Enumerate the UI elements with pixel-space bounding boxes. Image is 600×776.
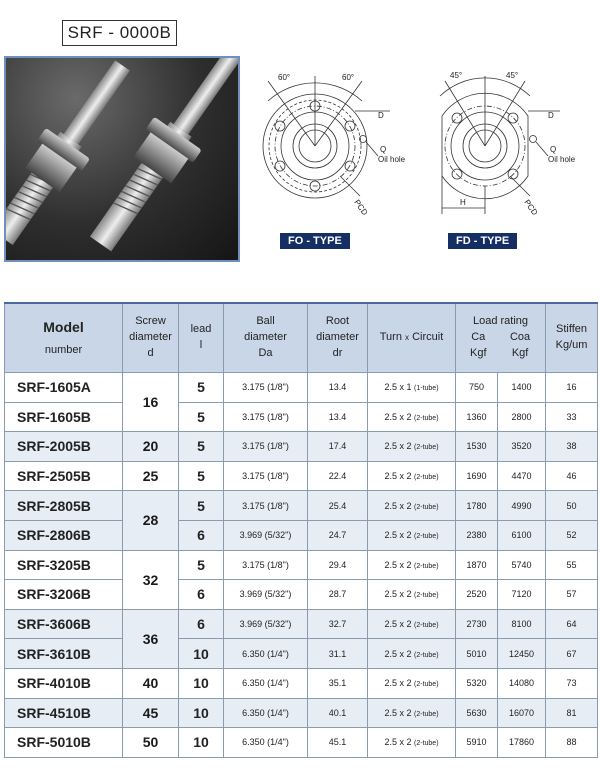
cell-lead: 5 [179, 491, 224, 521]
col-root: Root diameter dr [308, 303, 368, 373]
cell-ball-diameter: 3.175 (1/8") [224, 461, 308, 491]
spec-table [4, 302, 598, 758]
fd-h-label: H [460, 198, 466, 207]
cell-model: SRF-2806B [5, 520, 123, 550]
cell-turn-circuit: 2.5 x 2 (2-tube) [368, 609, 456, 639]
cell-ball-diameter: 6.350 (1/4") [224, 728, 308, 758]
cell-coa: 7120 [498, 580, 546, 610]
cell-lead: 5 [179, 461, 224, 491]
cell-root-diameter: 13.4 [308, 373, 368, 403]
cell-ball-diameter: 3.175 (1/8") [224, 491, 308, 521]
cell-ca: 5320 [456, 668, 498, 698]
cell-coa: 16070 [498, 698, 546, 728]
cell-turn-circuit: 2.5 x 2 (2-tube) [368, 639, 456, 669]
cell-screw-diameter: 25 [123, 461, 179, 491]
cell-ca: 2730 [456, 609, 498, 639]
cell-stiffen: 38 [546, 432, 598, 462]
table-row [5, 668, 598, 698]
cell-screw-diameter: 36 [123, 609, 179, 668]
cell-stiffen: 57 [546, 580, 598, 610]
cell-root-diameter: 35.1 [308, 668, 368, 698]
cell-ball-diameter: 3.969 (5/32") [224, 520, 308, 550]
cell-ball-diameter: 3.969 (5/32") [224, 580, 308, 610]
cell-coa: 8100 [498, 609, 546, 639]
cell-ca: 1360 [456, 402, 498, 432]
cell-stiffen: 88 [546, 728, 598, 758]
cell-model: SRF-3606B [5, 609, 123, 639]
col-lead: lead l [179, 303, 224, 373]
cell-turn-circuit: 2.5 x 2 (2-tube) [368, 668, 456, 698]
cell-stiffen: 33 [546, 402, 598, 432]
cell-screw-diameter: 28 [123, 491, 179, 550]
cell-root-diameter: 40.1 [308, 698, 368, 728]
cell-ca: 5910 [456, 728, 498, 758]
cell-screw-diameter: 45 [123, 698, 179, 728]
cell-turn-circuit: 2.5 x 2 (2-tube) [368, 432, 456, 462]
cell-turn-circuit: 2.5 x 2 (2-tube) [368, 491, 456, 521]
cell-lead: 6 [179, 580, 224, 610]
cell-root-diameter: 32.7 [308, 609, 368, 639]
ball-screw-photo [4, 56, 240, 262]
col-turn: Turn x Circuit [368, 303, 456, 373]
cell-root-diameter: 25.4 [308, 491, 368, 521]
cell-turn-circuit: 2.5 x 2 (2-tube) [368, 402, 456, 432]
ball-screw-illustration [6, 58, 238, 260]
cell-ca: 2520 [456, 580, 498, 610]
cell-model: SRF-2505B [5, 461, 123, 491]
cell-lead: 5 [179, 432, 224, 462]
cell-lead: 10 [179, 698, 224, 728]
cell-stiffen: 46 [546, 461, 598, 491]
fo-oil-hole-label: Oil hole [378, 155, 406, 164]
cell-model: SRF-1605A [5, 373, 123, 403]
table-row [5, 461, 598, 491]
cell-stiffen: 50 [546, 491, 598, 521]
cell-coa: 4990 [498, 491, 546, 521]
table-row [5, 698, 598, 728]
fd-oil-hole-label: Oil hole [548, 155, 576, 164]
table-row [5, 402, 598, 432]
cell-ball-diameter: 3.175 (1/8") [224, 402, 308, 432]
cell-turn-circuit: 2.5 x 2 (2-tube) [368, 550, 456, 580]
cell-model: SRF-3610B [5, 639, 123, 669]
table-row [5, 520, 598, 550]
table-row [5, 550, 598, 580]
col-screw: Screw diameter d [123, 303, 179, 373]
cell-coa: 6100 [498, 520, 546, 550]
cell-turn-circuit: 2.5 x 2 (2-tube) [368, 520, 456, 550]
cell-root-diameter: 24.7 [308, 520, 368, 550]
cell-coa: 4470 [498, 461, 546, 491]
cell-coa: 14080 [498, 668, 546, 698]
fd-angle-right: 45° [506, 71, 519, 80]
cell-ball-diameter: 3.175 (1/8") [224, 432, 308, 462]
cell-screw-diameter: 50 [123, 728, 179, 758]
cell-ca: 2380 [456, 520, 498, 550]
table-row [5, 639, 598, 669]
cell-root-diameter: 13.4 [308, 402, 368, 432]
table-row [5, 373, 598, 403]
table-row [5, 580, 598, 610]
cell-model: SRF-3206B [5, 580, 123, 610]
cell-model: SRF-4510B [5, 698, 123, 728]
fd-angle-left: 45° [450, 71, 463, 80]
cell-stiffen: 81 [546, 698, 598, 728]
fo-type-diagram [250, 56, 420, 236]
cell-coa: 3520 [498, 432, 546, 462]
col-load: Load rating Ca Coa Kgf Kgf [456, 303, 546, 373]
cell-ca: 1870 [456, 550, 498, 580]
cell-turn-circuit: 2.5 x 2 (2-tube) [368, 461, 456, 491]
cell-screw-diameter: 16 [123, 373, 179, 432]
cell-turn-circuit: 2.5 x 2 (2-tube) [368, 728, 456, 758]
cell-ca: 750 [456, 373, 498, 403]
cell-turn-circuit: 2.5 x 2 (2-tube) [368, 580, 456, 610]
cell-lead: 6 [179, 609, 224, 639]
col-model: Model number [5, 303, 123, 373]
cell-turn-circuit: 2.5 x 2 (2-tube) [368, 698, 456, 728]
cell-stiffen: 64 [546, 609, 598, 639]
fo-d-label: D [378, 111, 384, 120]
fo-q-label: Q [380, 145, 387, 154]
cell-root-diameter: 31.1 [308, 639, 368, 669]
cell-lead: 6 [179, 520, 224, 550]
cell-ball-diameter: 3.175 (1/8") [224, 550, 308, 580]
cell-screw-diameter: 32 [123, 550, 179, 609]
cell-coa: 2800 [498, 402, 546, 432]
fo-angle-left: 60° [278, 73, 291, 82]
cell-root-diameter: 17.4 [308, 432, 368, 462]
cell-root-diameter: 22.4 [308, 461, 368, 491]
cell-lead: 10 [179, 639, 224, 669]
cell-stiffen: 16 [546, 373, 598, 403]
cell-lead: 5 [179, 373, 224, 403]
cell-ball-diameter: 3.969 (5/32") [224, 609, 308, 639]
table-header-row [5, 303, 598, 373]
cell-ball-diameter: 6.350 (1/4") [224, 698, 308, 728]
fd-d-label: D [548, 111, 554, 120]
cell-root-diameter: 45.1 [308, 728, 368, 758]
cell-coa: 1400 [498, 373, 546, 403]
cell-stiffen: 73 [546, 668, 598, 698]
cell-stiffen: 52 [546, 520, 598, 550]
table-row [5, 432, 598, 462]
fd-type-diagram [420, 56, 590, 236]
cell-stiffen: 55 [546, 550, 598, 580]
table-row [5, 491, 598, 521]
fd-pcd-label: PCD [522, 197, 540, 217]
page-title: SRF - 0000B [62, 20, 177, 46]
col-stiffen: Stiffen Kg/um [546, 303, 598, 373]
col-ball: Ball diameter Da [224, 303, 308, 373]
cell-lead: 10 [179, 668, 224, 698]
cell-ca: 1690 [456, 461, 498, 491]
fd-q-label: Q [550, 145, 557, 154]
cell-coa: 5740 [498, 550, 546, 580]
cell-model: SRF-4010B [5, 668, 123, 698]
cell-ball-diameter: 6.350 (1/4") [224, 668, 308, 698]
fo-pcd-label: PCD [352, 197, 370, 217]
cell-lead: 10 [179, 728, 224, 758]
cell-model: SRF-2805B [5, 491, 123, 521]
cell-turn-circuit: 2.5 x 1 (1-tube) [368, 373, 456, 403]
cell-coa: 17860 [498, 728, 546, 758]
cell-model: SRF-3205B [5, 550, 123, 580]
cell-model: SRF-2005B [5, 432, 123, 462]
cell-ca: 1530 [456, 432, 498, 462]
cell-lead: 5 [179, 402, 224, 432]
fo-angle-right: 60° [342, 73, 355, 82]
cell-model: SRF-1605B [5, 402, 123, 432]
cell-stiffen: 67 [546, 639, 598, 669]
cell-ball-diameter: 3.175 (1/8") [224, 373, 308, 403]
cell-root-diameter: 28.7 [308, 580, 368, 610]
cell-root-diameter: 29.4 [308, 550, 368, 580]
cell-lead: 5 [179, 550, 224, 580]
cell-ball-diameter: 6.350 (1/4") [224, 639, 308, 669]
cell-model: SRF-5010B [5, 728, 123, 758]
cell-ca: 5630 [456, 698, 498, 728]
cell-screw-diameter: 40 [123, 668, 179, 698]
cell-screw-diameter: 20 [123, 432, 179, 462]
table-row [5, 728, 598, 758]
table-row [5, 609, 598, 639]
cell-coa: 12450 [498, 639, 546, 669]
cell-ca: 5010 [456, 639, 498, 669]
cell-ca: 1780 [456, 491, 498, 521]
fo-type-label: FO - TYPE [280, 233, 350, 249]
fd-type-label: FD - TYPE [448, 233, 517, 249]
